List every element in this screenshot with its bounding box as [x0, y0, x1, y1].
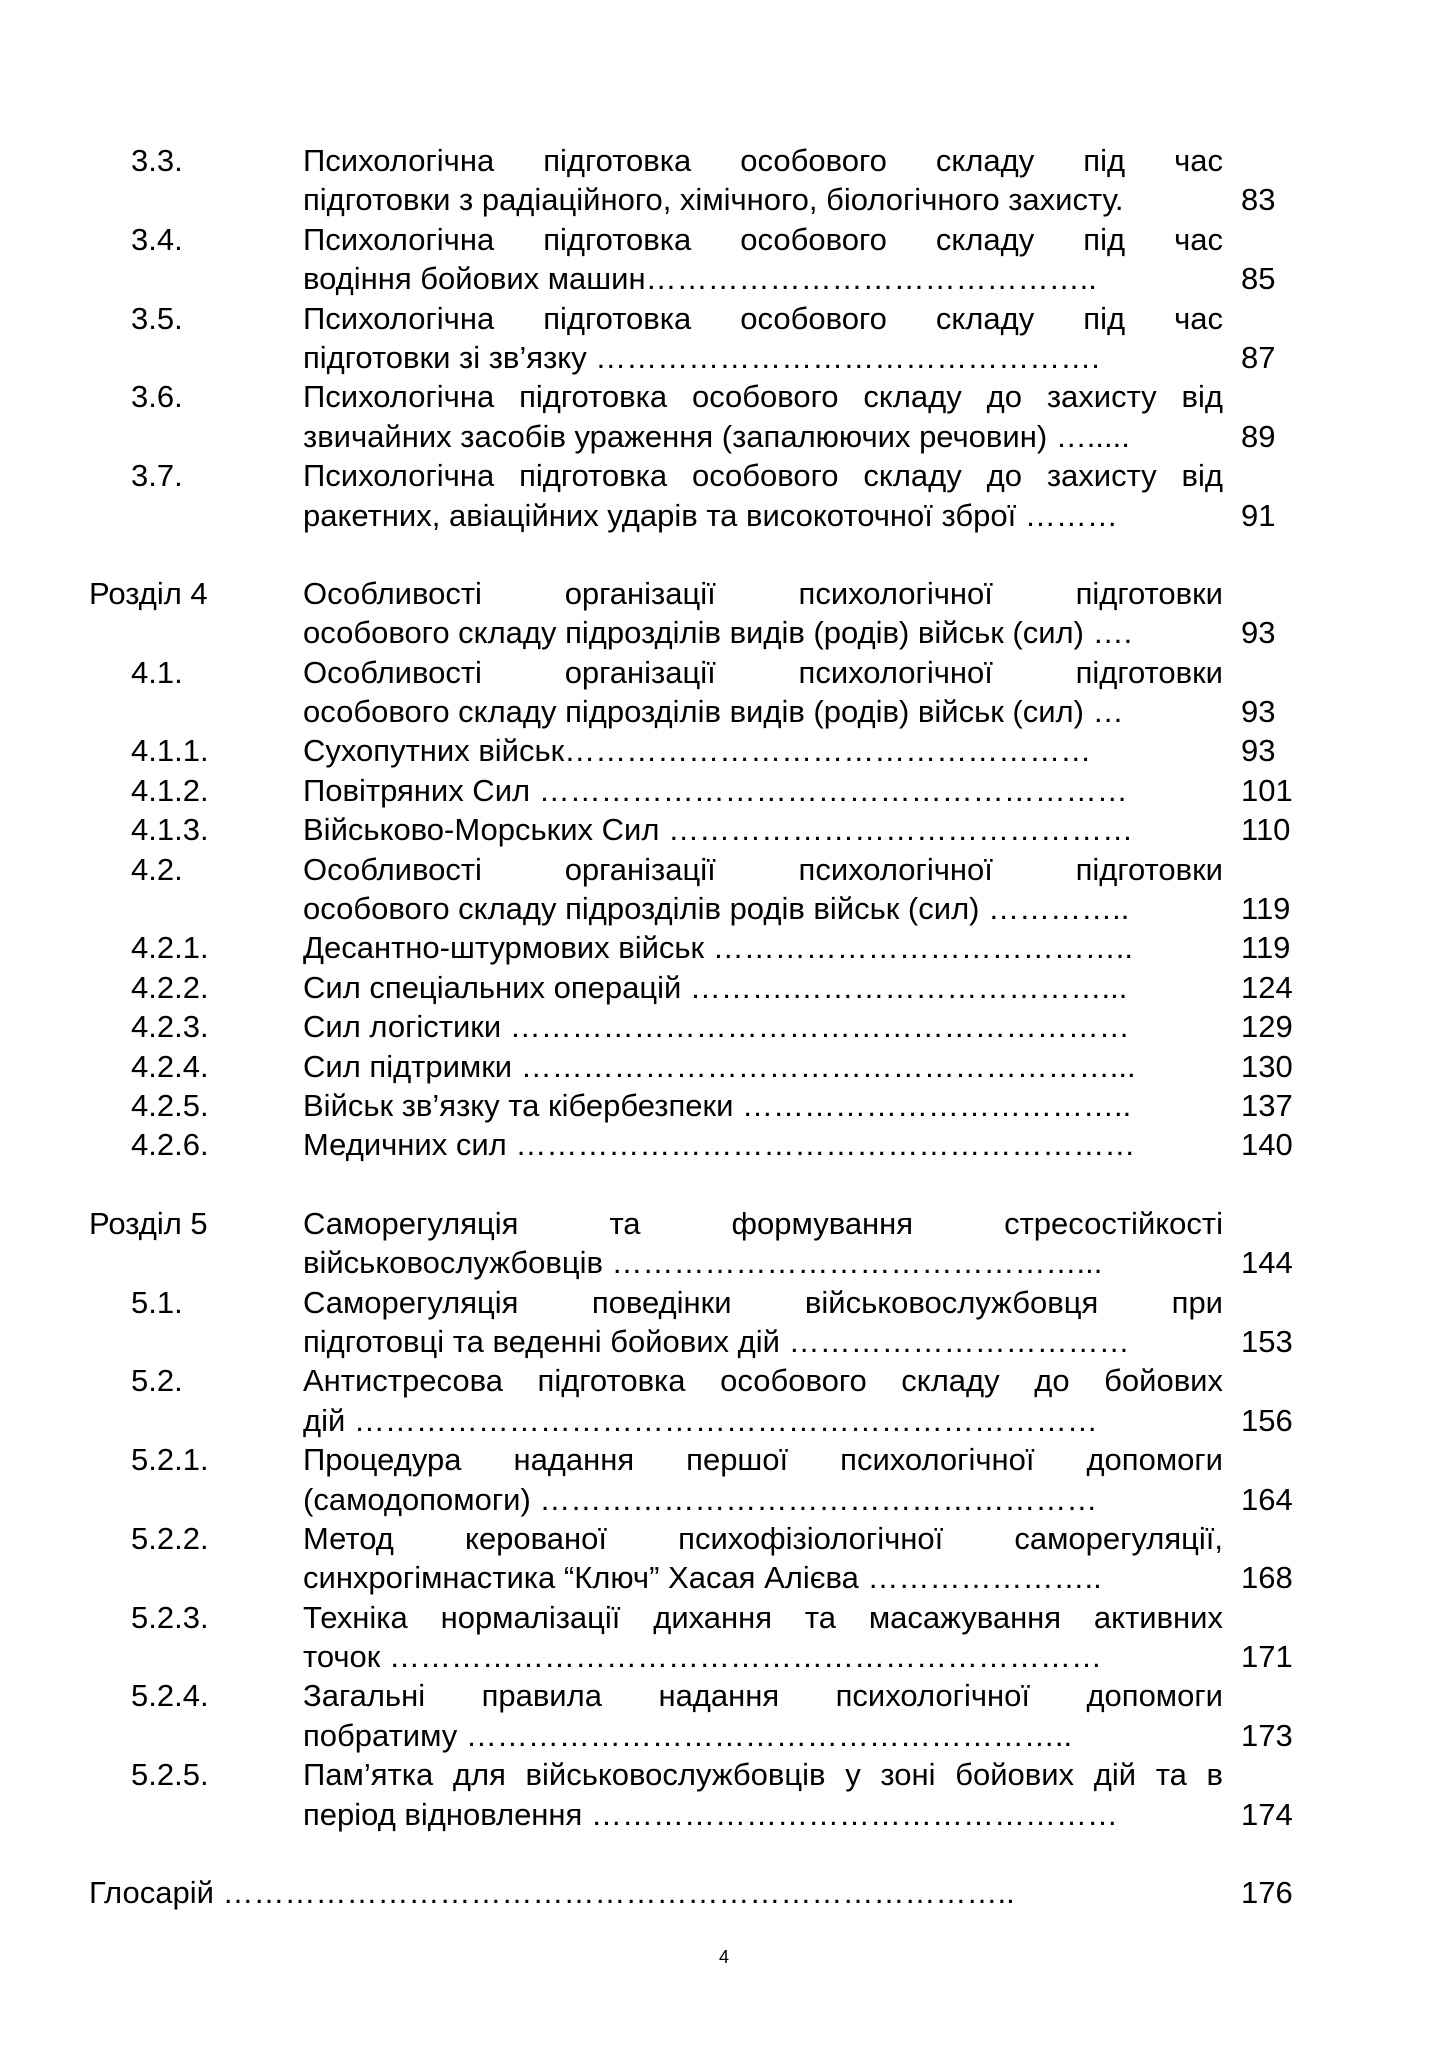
- toc-entry-title-continued: ракетних, авіаційних ударів та високоточної зброї ………: [303, 497, 1118, 533]
- toc-entry-title-continued: (самодопомоги) ………………………………………………: [303, 1481, 1098, 1517]
- toc-entry-3-7[interactable]: [0, 456, 1448, 535]
- toc-entry-page: 171: [1241, 1639, 1293, 1675]
- toc-entry-3-4[interactable]: [0, 220, 1448, 299]
- toc-entry-number: 4.2.1.: [131, 930, 209, 966]
- toc-entry-title-continued: період відновлення ……………………………………………: [303, 1796, 1118, 1832]
- toc-entry-4-1-2[interactable]: [0, 771, 1448, 810]
- toc-entry-title: Сил спеціальних операцій ……….…………………………...: [303, 969, 1128, 1005]
- toc-entry-title: Сухопутних військ……………………………………………: [303, 733, 1092, 769]
- toc-chapter-title: Особливості організації психологічної підготовки: [303, 575, 1223, 611]
- toc-entry-page: 101: [1241, 772, 1293, 808]
- toc-entry-5-2-2[interactable]: [0, 1519, 1448, 1598]
- toc-entry-page: 168: [1241, 1560, 1293, 1596]
- toc-entry-number: 3.7.: [131, 458, 183, 494]
- toc-entry-title: Процедура надання першої психологічної допомоги: [303, 1442, 1223, 1478]
- toc-entry-number: 5.2.5.: [131, 1757, 209, 1793]
- toc-entry-title: Техніка нормалізації дихання та масажування активних: [303, 1599, 1223, 1635]
- toc-entry-page: 130: [1241, 1048, 1293, 1084]
- toc-chapter-4[interactable]: [0, 574, 1448, 653]
- toc-chapter-title: Саморегуляція та формування стресостійкості: [303, 1205, 1223, 1241]
- toc-chapter-title-continued: особового складу підрозділів видів (родів) військ (сил) ….: [303, 615, 1133, 651]
- toc-entry-title-continued: синхрогімнастика “Ключ” Хасая Алієва …………………..: [303, 1560, 1102, 1596]
- toc-entry-title: Пам’ятка для військовослужбовців у зоні бойових дій та в: [303, 1757, 1223, 1793]
- toc-entry-title: Саморегуляція поведінки військовослужбовця при: [303, 1284, 1223, 1320]
- toc-entry-number: 3.5.: [131, 300, 183, 336]
- toc-entry-number: 5.2.4.: [131, 1678, 209, 1714]
- toc-entry-title: Військ зв’язку та кібербезпеки ………………………………..: [303, 1087, 1132, 1123]
- toc-entry-title: Медичних сил ……………………………………………………: [303, 1127, 1136, 1163]
- table-of-contents: [0, 141, 1448, 1912]
- toc-entry-number: 4.1.2.: [131, 772, 209, 808]
- toc-entry-title: Загальні правила надання психологічної допомоги: [303, 1678, 1223, 1714]
- toc-entry-page: 110: [1241, 812, 1291, 848]
- toc-entry-5-2-5[interactable]: [0, 1755, 1448, 1834]
- toc-entry-4-2-1[interactable]: [0, 928, 1448, 967]
- toc-entry-page: 176: [1241, 1875, 1293, 1911]
- toc-entry-number: 4.1.3.: [131, 812, 209, 848]
- toc-entry-5-1[interactable]: [0, 1283, 1448, 1362]
- toc-entry-title: Сил логістики ……………………………………………………: [303, 1009, 1130, 1045]
- toc-entry-page: 173: [1241, 1717, 1293, 1753]
- toc-entry-page: 93: [1241, 733, 1276, 769]
- toc-entry-title-continued: підготовці та веденні бойових дій ……………………………: [303, 1323, 1130, 1359]
- toc-entry-title-continued: підготовки з радіаційного, хімічного, біологічного захисту.: [303, 182, 1124, 218]
- toc-entry-5-2-4[interactable]: [0, 1676, 1448, 1755]
- toc-entry-number: 4.2.: [131, 851, 183, 887]
- toc-entry-title: Військово-Морських Сил ………………………………………: [303, 812, 1134, 848]
- toc-entry-title-continued: водіння бойових машин……………………………………..: [303, 261, 1097, 297]
- toc-entry-5-2[interactable]: [0, 1361, 1448, 1440]
- toc-entry-number: 4.1.1.: [131, 733, 209, 769]
- toc-entry-3-5[interactable]: [0, 299, 1448, 378]
- toc-chapter-5[interactable]: [0, 1204, 1448, 1283]
- toc-entry-page: 87: [1241, 339, 1276, 375]
- toc-entry-4-2-4[interactable]: [0, 1047, 1448, 1086]
- toc-entry-title: Психологічна підготовка особового складу під час: [303, 300, 1223, 336]
- toc-entry-number: 4.1.: [131, 654, 183, 690]
- toc-entry-title-continued: особового складу підрозділів родів військ (сил) …………..: [303, 891, 1130, 927]
- toc-entry-title: Психологічна підготовка особового складу до захисту від: [303, 379, 1223, 415]
- toc-entry-title: Повітряних Сил …………………………………………………: [303, 772, 1128, 808]
- toc-entry-4-1-3[interactable]: [0, 810, 1448, 849]
- toc-entry-page: 89: [1241, 418, 1276, 454]
- toc-glossary-title: Глосарій …………………………………………………………………..: [89, 1875, 1015, 1911]
- toc-entry-page: 93: [1241, 615, 1276, 651]
- toc-entry-page: 137: [1241, 1087, 1293, 1123]
- toc-entry-number: 5.2.3.: [131, 1599, 209, 1635]
- toc-chapter-number: Розділ 5: [89, 1205, 208, 1241]
- toc-entry-4-2-6[interactable]: [0, 1125, 1448, 1164]
- toc-entry-page: 140: [1241, 1127, 1293, 1163]
- toc-entry-number: 4.2.6.: [131, 1127, 209, 1163]
- toc-glossary[interactable]: [0, 1873, 1448, 1912]
- toc-entry-page: 91: [1241, 497, 1276, 533]
- toc-entry-page: 129: [1241, 1009, 1293, 1045]
- toc-entry-4-1-1[interactable]: [0, 731, 1448, 770]
- toc-entry-number: 5.2.: [131, 1363, 183, 1399]
- toc-entry-number: 3.6.: [131, 379, 183, 415]
- toc-entry-3-6[interactable]: [0, 377, 1448, 456]
- toc-entry-title: Десантно-штурмових військ …………………………………..: [303, 930, 1133, 966]
- toc-entry-title: Особливості організації психологічної підготовки: [303, 851, 1223, 887]
- toc-entry-number: 4.2.2.: [131, 969, 209, 1005]
- toc-entry-4-2-3[interactable]: [0, 1007, 1448, 1046]
- toc-entry-page: 119: [1241, 930, 1291, 966]
- toc-entry-page: 174: [1241, 1796, 1293, 1832]
- toc-entry-title: Метод керованої психофізіологічної саморегуляції,: [303, 1520, 1223, 1556]
- toc-entry-page: 83: [1241, 182, 1276, 218]
- toc-entry-number: 4.2.3.: [131, 1009, 209, 1045]
- toc-entry-title-continued: підготовки зі зв’язку ………………………………………….: [303, 339, 1100, 375]
- toc-entry-3-3[interactable]: [0, 141, 1448, 220]
- toc-entry-page: 153: [1241, 1323, 1293, 1359]
- toc-entry-page: 85: [1241, 261, 1276, 297]
- toc-entry-4-2[interactable]: [0, 850, 1448, 929]
- toc-entry-title: Психологічна підготовка особового складу до захисту від: [303, 458, 1223, 494]
- toc-entry-title-continued: дій ………………………………………………………………: [303, 1402, 1098, 1438]
- toc-entry-title: Сил підтримки …………………………………………………...: [303, 1048, 1136, 1084]
- toc-entry-title: Психологічна підготовка особового складу під час: [303, 143, 1223, 178]
- toc-entry-title-continued: звичайних засобів ураження (запалюючих речовин) ….....: [303, 418, 1130, 454]
- toc-entry-number: 5.1.: [131, 1284, 183, 1320]
- toc-entry-4-2-5[interactable]: [0, 1086, 1448, 1125]
- toc-chapter-title-continued: військовослужбовців ………………………………………...: [303, 1245, 1103, 1281]
- toc-entry-title-continued: точок ……………………………………………………………: [303, 1639, 1102, 1675]
- toc-chapter-number: Розділ 4: [89, 575, 208, 611]
- toc-entry-title: Психологічна підготовка особового складу під час: [303, 221, 1223, 257]
- toc-entry-title-continued: побратиму …………………………………………………..: [303, 1717, 1073, 1753]
- toc-entry-title-continued: особового складу підрозділів видів (родів) військ (сил) …: [303, 694, 1124, 730]
- toc-entry-page: 124: [1241, 969, 1293, 1005]
- toc-entry-number: 5.2.1.: [131, 1442, 209, 1478]
- toc-entry-page: 144: [1241, 1245, 1293, 1281]
- toc-entry-number: 4.2.5.: [131, 1087, 209, 1123]
- toc-entry-number: 5.2.2.: [131, 1520, 209, 1556]
- toc-entry-page: 93: [1241, 694, 1276, 730]
- toc-entry-number: 4.2.4.: [131, 1048, 209, 1084]
- toc-entry-number: 3.4.: [131, 221, 183, 257]
- toc-entry-5-2-3[interactable]: [0, 1598, 1448, 1677]
- toc-entry-number: 3.3.: [131, 143, 183, 178]
- toc-entry-title: Антистресова підготовка особового складу до бойових: [303, 1363, 1223, 1399]
- toc-entry-page: 164: [1241, 1481, 1293, 1517]
- toc-entry-page: 119: [1241, 891, 1291, 927]
- page-number: 4: [718, 1947, 729, 1967]
- toc-entry-page: 156: [1241, 1402, 1293, 1438]
- toc-entry-4-1[interactable]: [0, 653, 1448, 732]
- toc-entry-title: Особливості організації психологічної підготовки: [303, 654, 1223, 690]
- toc-entry-5-2-1[interactable]: [0, 1440, 1448, 1519]
- toc-entry-4-2-2[interactable]: [0, 968, 1448, 1007]
